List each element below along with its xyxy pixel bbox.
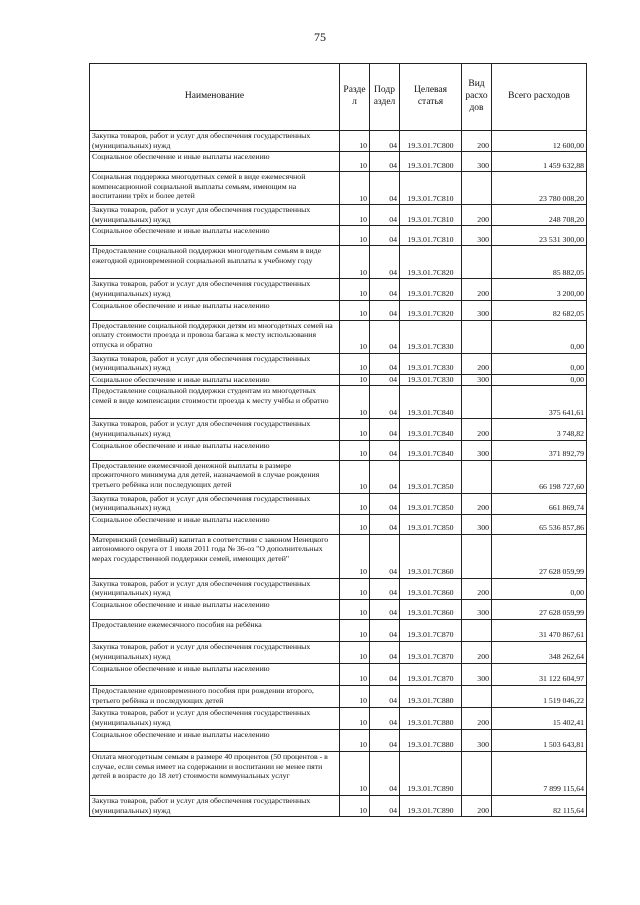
row-vid [462,619,492,641]
table-row [90,514,587,534]
table-row [90,619,587,641]
row-razdel: 10 [340,320,370,353]
row-vid: 200 [462,353,492,374]
table-row [90,534,587,578]
table-row [90,300,587,320]
row-name: Предоставление социальной поддержки детям из многодетных семей на оплату стоимости проезда и провоза багажа к месту использования отпуска и обратно [90,320,340,353]
header-podrazdel: Подр аздел [370,64,400,131]
row-podrazdel: 04 [370,353,400,374]
row-razdel: 10 [340,460,370,493]
row-target: 19.3.01.7С860 [400,578,462,599]
row-vid [462,751,492,795]
row-name: Социальное обеспечение и иные выплаты населению [90,599,340,619]
row-name: Предоставление социальной поддержки студентам из многодетных семей в виде компенсации стоимости проезда к месту учёбы и обратно [90,386,340,419]
header-target: Целевая статья [400,64,462,131]
row-target: 19.3.01.7С870 [400,619,462,641]
row-total: 375 641,61 [492,386,587,419]
row-vid: 200 [462,419,492,440]
row-name: Закупка товаров, работ и услуг для обеспечения государственных (муниципальных) нужд [90,205,340,226]
row-total: 371 892,79 [492,440,587,460]
row-podrazdel: 04 [370,172,400,205]
row-total: 7 899 115,64 [492,751,587,795]
row-vid: 300 [462,300,492,320]
row-vid: 200 [462,131,492,152]
table-row [90,641,587,663]
row-vid [462,460,492,493]
table-row [90,663,587,685]
row-razdel: 10 [340,493,370,514]
row-name: Материнский (семейный) капитал в соответствии с законом Ненецкого автономного округа от 1 июля 2011 года № 36-оз "О дополнительных мерах государственной поддержки семей, имеющих детей" [90,534,340,578]
table-row [90,131,587,152]
row-total: 3 748,82 [492,419,587,440]
row-podrazdel: 04 [370,795,400,816]
row-target: 19.3.01.7С860 [400,534,462,578]
row-vid: 300 [462,440,492,460]
row-vid [462,534,492,578]
row-name: Социальное обеспечение и иные выплаты населению [90,663,340,685]
table-row [90,320,587,353]
table-row [90,707,587,729]
row-razdel: 10 [340,534,370,578]
row-podrazdel: 04 [370,578,400,599]
row-razdel: 10 [340,619,370,641]
row-target: 19.3.01.7С800 [400,152,462,172]
row-vid: 200 [462,493,492,514]
row-razdel: 10 [340,152,370,172]
row-target: 19.3.01.7С810 [400,226,462,246]
row-target: 19.3.01.7С840 [400,440,462,460]
table-row [90,279,587,300]
table-row [90,205,587,226]
table-row [90,751,587,795]
row-razdel: 10 [340,374,370,386]
row-podrazdel: 04 [370,374,400,386]
row-name: Закупка товаров, работ и услуг для обеспечения государственных (муниципальных) нужд [90,795,340,816]
row-podrazdel: 04 [370,514,400,534]
row-razdel: 10 [340,246,370,279]
row-total: 23 531 300,00 [492,226,587,246]
row-total: 1 459 632,88 [492,152,587,172]
table-row [90,226,587,246]
row-podrazdel: 04 [370,205,400,226]
page-number: 75 [314,30,326,44]
row-podrazdel: 04 [370,685,400,707]
row-podrazdel: 04 [370,226,400,246]
row-total: 348 262,64 [492,641,587,663]
row-podrazdel: 04 [370,320,400,353]
row-total: 82 682,05 [492,300,587,320]
table-row [90,246,587,279]
row-podrazdel: 04 [370,493,400,514]
row-total: 0,00 [492,353,587,374]
row-total: 1 503 643,81 [492,729,587,751]
row-target: 19.3.01.7С880 [400,685,462,707]
row-podrazdel: 04 [370,279,400,300]
row-vid: 300 [462,599,492,619]
row-vid: 300 [462,374,492,386]
table-row [90,460,587,493]
expenditure-table [89,63,587,817]
row-total: 82 115,64 [492,795,587,816]
row-vid: 200 [462,795,492,816]
table-row [90,386,587,419]
row-target: 19.3.01.7С810 [400,172,462,205]
row-podrazdel: 04 [370,641,400,663]
row-target: 19.3.01.7С830 [400,320,462,353]
row-podrazdel: 04 [370,599,400,619]
row-target: 19.3.01.7С820 [400,300,462,320]
row-total: 27 628 059,99 [492,599,587,619]
row-total: 1 519 046,22 [492,685,587,707]
row-total: 85 882,05 [492,246,587,279]
row-podrazdel: 04 [370,729,400,751]
table-row [90,795,587,816]
row-razdel: 10 [340,514,370,534]
row-name: Предоставление социальной поддержки многодетным семьям в виде ежегодной единовременной социальной выплаты к учебному году [90,246,340,279]
table-row [90,440,587,460]
row-target: 19.3.01.7С880 [400,707,462,729]
header-razdel: Разде л [340,64,370,131]
row-total: 31 122 604,97 [492,663,587,685]
row-podrazdel: 04 [370,386,400,419]
row-target: 19.3.01.7С850 [400,493,462,514]
row-razdel: 10 [340,226,370,246]
header-total: Всего расходов [492,64,587,131]
row-vid: 300 [462,729,492,751]
row-podrazdel: 04 [370,300,400,320]
row-razdel: 10 [340,172,370,205]
table-row [90,419,587,440]
row-razdel: 10 [340,205,370,226]
row-vid: 300 [462,514,492,534]
row-razdel: 10 [340,795,370,816]
row-podrazdel: 04 [370,246,400,279]
row-vid: 300 [462,152,492,172]
row-target: 19.3.01.7С820 [400,279,462,300]
row-vid: 200 [462,707,492,729]
table-row [90,152,587,172]
row-target: 19.3.01.7С870 [400,663,462,685]
row-razdel: 10 [340,279,370,300]
row-total: 15 402,41 [492,707,587,729]
row-total: 3 200,00 [492,279,587,300]
table-row [90,578,587,599]
row-name: Предоставление ежемесячной денежной выплаты в размере прожиточного минимума для детей, назначаемой в случае рождения третьего ребёнка или последующих детей [90,460,340,493]
row-total: 12 600,00 [492,131,587,152]
row-podrazdel: 04 [370,663,400,685]
row-razdel: 10 [340,578,370,599]
row-vid [462,172,492,205]
row-vid: 200 [462,578,492,599]
row-vid [462,685,492,707]
row-razdel: 10 [340,419,370,440]
row-vid: 300 [462,663,492,685]
row-razdel: 10 [340,729,370,751]
row-target: 19.3.01.7С850 [400,514,462,534]
row-name: Закупка товаров, работ и услуг для обеспечения государственных (муниципальных) нужд [90,578,340,599]
row-name: Социальное обеспечение и иные выплаты населению [90,514,340,534]
row-total: 66 198 727,60 [492,460,587,493]
row-podrazdel: 04 [370,534,400,578]
row-razdel: 10 [340,663,370,685]
row-name: Закупка товаров, работ и услуг для обеспечения государственных (муниципальных) нужд [90,707,340,729]
row-razdel: 10 [340,300,370,320]
row-name: Закупка товаров, работ и услуг для обеспечения государственных (муниципальных) нужд [90,419,340,440]
row-name: Закупка товаров, работ и услуг для обеспечения государственных (муниципальных) нужд [90,641,340,663]
table-row [90,685,587,707]
row-total: 0,00 [492,578,587,599]
row-podrazdel: 04 [370,707,400,729]
row-razdel: 10 [340,599,370,619]
row-podrazdel: 04 [370,419,400,440]
row-podrazdel: 04 [370,751,400,795]
row-razdel: 10 [340,353,370,374]
row-total: 31 470 867,61 [492,619,587,641]
table-body [90,131,587,817]
row-razdel: 10 [340,685,370,707]
row-total: 661 869,74 [492,493,587,514]
row-vid: 200 [462,279,492,300]
row-name: Социальное обеспечение и иные выплаты населению [90,300,340,320]
table-row [90,353,587,374]
table-row [90,172,587,205]
row-target: 19.3.01.7С810 [400,205,462,226]
row-target: 19.3.01.7С800 [400,131,462,152]
row-total: 248 708,20 [492,205,587,226]
row-target: 19.3.01.7С820 [400,246,462,279]
row-total: 27 628 059,99 [492,534,587,578]
row-name: Закупка товаров, работ и услуг для обеспечения государственных (муниципальных) нужд [90,493,340,514]
row-target: 19.3.01.7С840 [400,386,462,419]
row-name: Оплата многодетным семьям в размере 40 процентов (50 процентов - в случае, если семья имеет на содержании и воспитании не менее пяти детей в возрасте до 18 лет) стоимости коммунальных услуг [90,751,340,795]
row-razdel: 10 [340,707,370,729]
row-name: Социальное обеспечение и иные выплаты населению [90,226,340,246]
table-row [90,374,587,386]
row-razdel: 10 [340,386,370,419]
row-target: 19.3.01.7С880 [400,729,462,751]
row-name: Социальное обеспечение и иные выплаты населению [90,152,340,172]
row-target: 19.3.01.7С850 [400,460,462,493]
table-row [90,493,587,514]
row-vid [462,320,492,353]
row-vid [462,386,492,419]
row-razdel: 10 [340,131,370,152]
header-name: Наименование [90,64,340,131]
row-total: 0,00 [492,320,587,353]
row-name: Предоставление единовременного пособия при рождении второго, третьего ребёнка и последующих детей [90,685,340,707]
row-name: Социальное обеспечение и иные выплаты населению [90,374,340,386]
row-target: 19.3.01.7С890 [400,795,462,816]
table-header-row [90,64,587,131]
table-row [90,599,587,619]
row-name: Социальная поддержка многодетных семей в виде ежемесячной компенсационной социальной выплаты семьям, имеющим на воспитании трёх и более детей [90,172,340,205]
row-podrazdel: 04 [370,152,400,172]
row-name: Социальное обеспечение и иные выплаты населению [90,440,340,460]
row-podrazdel: 04 [370,131,400,152]
row-podrazdel: 04 [370,460,400,493]
row-name: Закупка товаров, работ и услуг для обеспечения государственных (муниципальных) нужд [90,131,340,152]
row-name: Предоставление ежемесячного пособия на ребёнка [90,619,340,641]
row-target: 19.3.01.7С830 [400,374,462,386]
row-target: 19.3.01.7С830 [400,353,462,374]
row-target: 19.3.01.7С840 [400,419,462,440]
row-target: 19.3.01.7С890 [400,751,462,795]
row-target: 19.3.01.7С870 [400,641,462,663]
row-podrazdel: 04 [370,440,400,460]
row-razdel: 10 [340,440,370,460]
row-razdel: 10 [340,641,370,663]
header-vid: Вид расхо дов [462,64,492,131]
row-vid [462,246,492,279]
row-razdel: 10 [340,751,370,795]
row-name: Закупка товаров, работ и услуг для обеспечения государственных (муниципальных) нужд [90,279,340,300]
table-row [90,729,587,751]
row-vid: 300 [462,226,492,246]
row-total: 0,00 [492,374,587,386]
row-name: Закупка товаров, работ и услуг для обеспечения государственных (муниципальных) нужд [90,353,340,374]
row-total: 23 780 008,20 [492,172,587,205]
row-target: 19.3.01.7С860 [400,599,462,619]
row-vid: 200 [462,641,492,663]
row-podrazdel: 04 [370,619,400,641]
row-total: 65 536 857,86 [492,514,587,534]
row-vid: 200 [462,205,492,226]
row-name: Социальное обеспечение и иные выплаты населению [90,729,340,751]
